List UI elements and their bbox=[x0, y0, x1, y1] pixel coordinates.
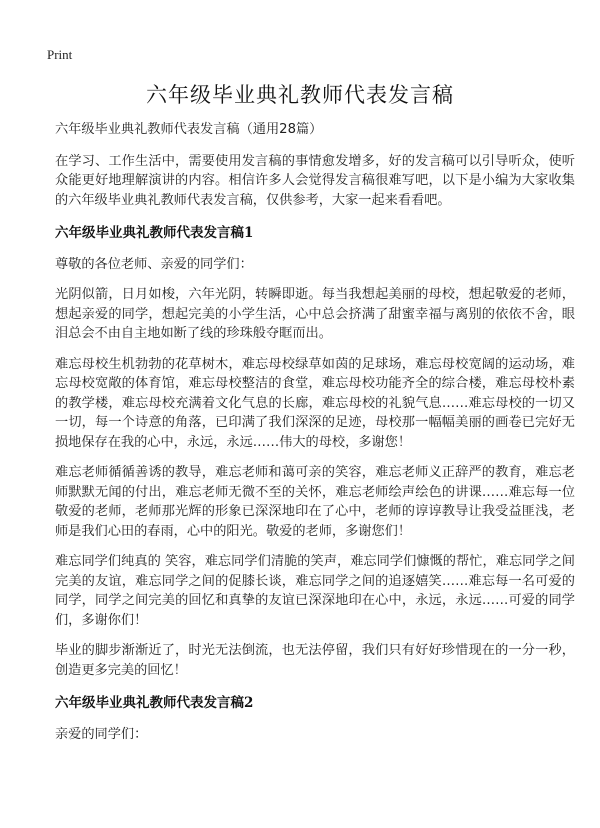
print-link[interactable]: Print bbox=[47, 47, 73, 62]
document-body bbox=[55, 120, 575, 755]
salutation: 亲爱的同学们： bbox=[55, 726, 148, 742]
section-heading: 六年级毕业典礼教师代表发言稿1 bbox=[55, 225, 254, 241]
section-2 bbox=[55, 694, 575, 744]
paragraph: 光阴似箭，日月如梭，六年光阴，转瞬即逝。每当我想起美丽的母校，想起敬爱的老师，想起亲爱的同学，想起完美的小学生活，心中总会挤满了甜蜜幸福与离别的依依不舍，眼泪总会不由自主地如断了线的珍珠般夺眶而出。 bbox=[55, 287, 575, 341]
paragraph: 毕业的脚步渐渐近了，时光无法倒流，也无法停留，我们只有好好珍惜现在的一分一秒，创造更多完美的回忆！ bbox=[55, 643, 575, 678]
paragraph: 难忘老师循循善诱的教导，难忘老师和蔼可亲的笑容，难忘老师义正辞严的教育，难忘老师默默无闻的付出，难忘老师无微不至的关怀，难忘老师绘声绘色的讲课……难忘每一位敬爱的老师，老师那光辉的形象已深深地印在了心中，老师的谆谆教导让我受益匪浅，老师是我们心田的春雨，心中的阳光。敬爱的老师，多谢您们！ bbox=[55, 465, 575, 539]
paragraph: 难忘同学们纯真的 笑容，难忘同学们清脆的笑声，难忘同学们慷慨的帮忙，难忘同学之间完美的友谊，难忘同学之间的促膝长谈，难忘同学之间的追逐嬉笑……难忘每一名可爱的同学，同学之间完美的回忆和真挚的友谊已深深地印在心中，永远，永远……可爱的同学们，多谢你们！ bbox=[55, 554, 575, 628]
page-title: 六年级毕业典礼教师代表发言稿 bbox=[146, 83, 454, 107]
section-heading: 六年级毕业典礼教师代表发言稿2 bbox=[55, 695, 254, 711]
document-subtitle: 六年级毕业典礼教师代表发言稿（通用28篇） bbox=[55, 122, 323, 137]
section-1 bbox=[55, 224, 575, 680]
salutation: 尊敬的各位老师、亲爱的同学们： bbox=[55, 256, 253, 272]
intro-paragraph: 在学习、工作生活中，需要使用发言稿的事情愈发增多，好的发言稿可以引导听众，使听众能更好地理解演讲的内容。相信许多人会觉得发言稿很难写吧，以下是小编为大家收集的六年级毕业典礼教师代表发言稿，仅供参考，大家一起来看看吧。 bbox=[55, 153, 575, 208]
paragraph: 难忘母校生机勃勃的花草树木，难忘母校绿草如茵的足球场，难忘母校宽阔的运动场，难忘母校宽敞的体育馆，难忘母校整洁的食堂，难忘母校功能齐全的综合楼，难忘母校朴素的教学楼，难忘母校充满着文化气息的长廊，难忘母校的礼貌气息……难忘母校的一切又一切，每一个诗意的角落，已印满了我们深深的足迹，母校那一幅幅美丽的画卷已完好无损地保存在我的心中，永远，永远……伟大的母校，多谢您！ bbox=[55, 356, 575, 450]
